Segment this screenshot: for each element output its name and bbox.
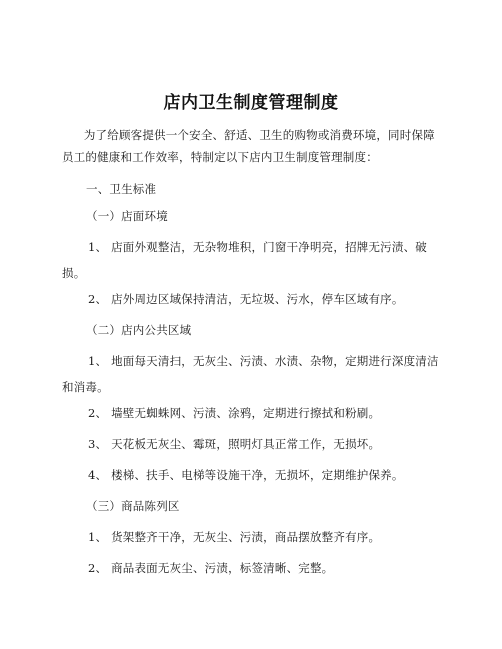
list-item: 2、 商品表面无灰尘、污渍，标签清晰、完整。 (88, 561, 334, 575)
list-item: 2、 店外周边区域保持清洁，无垃圾、污水，停车区域有序。 (88, 292, 404, 306)
subsection-heading: （三）商品陈列区 (86, 499, 180, 513)
list-item: 1、 货架整齐干净，无灰尘、污渍，商品摆放整齐有序。 (88, 530, 381, 544)
intro-paragraph: 为了给顾客提供一个安全、舒适、卫生的购物或消费环境，同时保障员工的健康和工作效率，特制定以下店内卫生制度管理制度： (62, 128, 435, 164)
list-item: 1、 店面外观整洁，无杂物堆积，门窗干净明亮，招牌无污渍、破损。 (62, 240, 427, 280)
document-title: 店内卫生制度管理制度 (163, 93, 339, 113)
subsection-heading: （一）店面环境 (86, 209, 168, 223)
section-heading: 一、卫生标准 (86, 182, 157, 196)
subsection-heading: （二）店内公共区域 (86, 323, 192, 337)
list-item: 4、 楼梯、扶手、电梯等设施干净，无损坏，定期维护保养。 (88, 468, 404, 482)
list-item: 2、 墙壁无蜘蛛网、污渍、涂鸦，定期进行擦拭和粉刷。 (88, 406, 381, 420)
list-item: 1、 地面每天清扫，无灰尘、污渍、水渍、杂物，定期进行深度清洁和消毒。 (62, 354, 439, 394)
list-item: 3、 天花板无灰尘、霉斑，照明灯具正常工作，无损坏。 (88, 437, 381, 451)
